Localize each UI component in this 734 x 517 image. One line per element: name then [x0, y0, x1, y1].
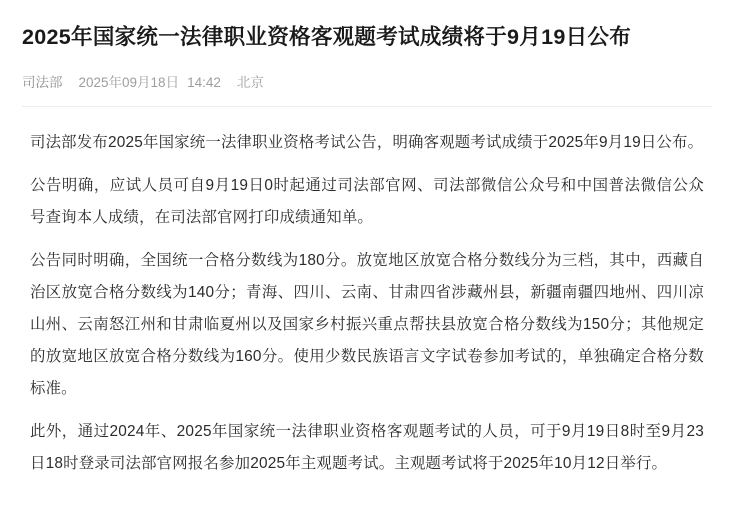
article-time: 14:42: [187, 75, 221, 90]
page-title: 2025年国家统一法律职业资格客观题考试成绩将于9月19日公布: [22, 25, 632, 49]
article-paragraph: 司法部发布2025年国家统一法律职业资格考试公告，明确客观题考试成绩于2025年9月19日公布。: [30, 134, 704, 151]
article-meta: [22, 74, 712, 92]
article-paragraph: 此外，通过2024年、2025年国家统一法律职业资格客观题考试的人员，可于9月19日8时至9月23日18时登录司法部官网报名参加2025年主观题考试。主观题考试将于2025年10月12日举行。: [30, 423, 704, 472]
article-paragraph: 公告明确，应试人员可自9月19日0时起通过司法部官网、司法部微信公众号和中国普法微信公众号查询本人成绩，在司法部官网打印成绩通知单。: [30, 177, 704, 226]
article-body: [22, 127, 712, 480]
article-paragraph: 公告同时明确，全国统一合格分数线为180分。放宽地区放宽合格分数线分为三档，其中，西藏自治区放宽合格分数线为140分；青海、四川、云南、甘肃四省涉藏州县，新疆南疆四地州、四川凉山州、云南怒江州和甘肃临夏州以及国家乡村振兴重点帮扶县放宽合格分数线为150分；其他规定的放宽地区放宽合格分数线为160分。使用少数民族语言文字试卷参加考试的，单独确定合格分数标准。: [30, 252, 704, 397]
article-location: 北京: [236, 75, 264, 90]
meta-divider: [22, 106, 712, 107]
article-date: 2025年09月18日: [78, 75, 180, 90]
article-source[interactable]: 司法部: [22, 75, 63, 90]
